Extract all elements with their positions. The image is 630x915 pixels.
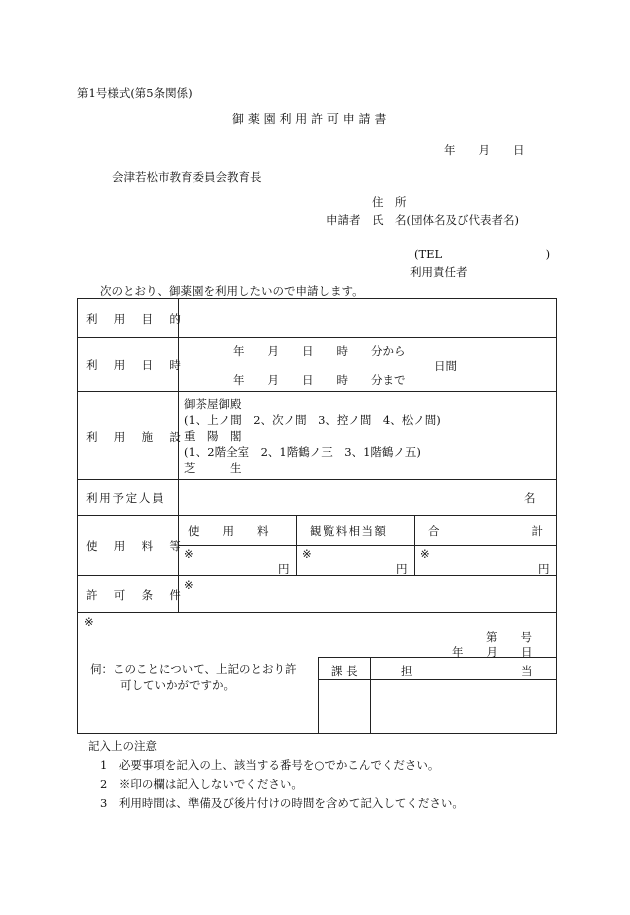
- datetime-from: 年 月 日 時 分から: [233, 344, 406, 358]
- datetime-label: 利 用 日 時: [86, 358, 188, 372]
- addressee: 会津若松市教育委員会教育長: [112, 170, 262, 184]
- facility-line: 芝 生: [184, 461, 242, 475]
- responsible-person-label: 利用責任者: [410, 265, 468, 279]
- facility-label: 利 用 施 設: [86, 430, 188, 444]
- facility-line: 重 陽 閣: [184, 429, 242, 443]
- fee-mark: ※: [302, 547, 312, 561]
- fee-unit: 円: [396, 562, 408, 576]
- fee-label: 使 用 料 等: [86, 539, 188, 553]
- approval-number: 第 号: [486, 630, 532, 644]
- fee-header-usage: 使 用 料: [188, 524, 269, 538]
- facility-line: (1、2階全室 2、1階鶴ノ三 3、1階鶴ノ五): [184, 445, 421, 459]
- conditions-label: 許 可 条 件: [86, 588, 188, 602]
- note-item: 1 必要事項を記入の上、該当する番号を○でかこんでください。: [100, 758, 440, 772]
- submission-date: 年 月 日: [444, 143, 525, 157]
- people-label: 利用予定人員: [86, 491, 166, 505]
- approval-date: 年 月 日: [452, 645, 533, 659]
- purpose-label: 利 用 目 的: [86, 312, 188, 326]
- applicant-label: 申請者: [326, 213, 361, 227]
- form-number: 第1号様式(第5条関係): [77, 86, 193, 100]
- facility-line: 御茶屋御殿: [184, 397, 242, 411]
- note-item: 2 ※印の欄は記入しないでください。: [100, 777, 303, 791]
- fee-unit: 円: [278, 562, 290, 576]
- datetime-to: 年 月 日 時 分まで: [233, 373, 406, 387]
- days-label: 日間: [434, 359, 457, 373]
- fee-header-total: 合 計: [428, 524, 543, 538]
- office-mark: ※: [84, 615, 94, 629]
- fee-unit: 円: [538, 562, 550, 576]
- conditions-mark: ※: [184, 578, 194, 592]
- fee-mark: ※: [420, 547, 430, 561]
- fee-header-viewing: 観覧料相当額: [310, 524, 388, 538]
- intro-text: 次のとおり、御薬園を利用したいので申請します。: [100, 284, 364, 298]
- notes-heading: 記入上の注意: [88, 739, 157, 753]
- note-item: 3 利用時間は、準備及び後片付けの時間を含めて記入してください。: [100, 796, 464, 810]
- facility-line: (1、上ノ間 2、次ノ間 3、控ノ間 4、松ノ間): [184, 413, 441, 427]
- staff-label-left: 担: [401, 664, 413, 678]
- people-unit: 名: [524, 491, 536, 505]
- inquiry-line-2: 可していかがですか。: [120, 678, 235, 692]
- name-label: 氏 名(団体名及び代表者名): [372, 213, 519, 227]
- staff-label-right: 当: [521, 664, 533, 678]
- chief-label: 課 長: [331, 664, 358, 678]
- application-table: [77, 298, 557, 734]
- address-label: 住 所: [372, 195, 407, 209]
- tel-field: (TEL ): [414, 247, 551, 261]
- document-title: 御 薬 園 利 用 許 可 申 請 書: [232, 112, 387, 126]
- fee-mark: ※: [184, 547, 194, 561]
- inquiry-line-1: 伺：このことについて、上記のとおり許: [90, 662, 297, 676]
